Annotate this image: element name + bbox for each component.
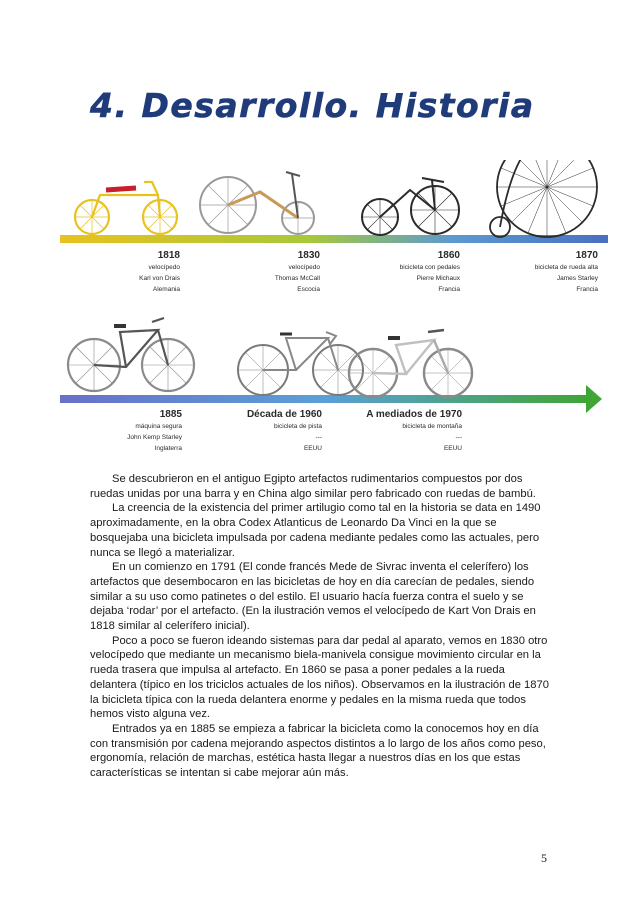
timeline-label-1860: 1860 bicicleta con pedales Pierre Michaux Francia bbox=[399, 250, 460, 293]
timeline-label-1970: A mediados de 1970 bicicleta de montaña --- EEUU bbox=[366, 409, 462, 452]
body-text bbox=[90, 472, 552, 781]
bicycle-timeline-illustration bbox=[60, 160, 608, 460]
safety-bicycle-1885-drawing bbox=[68, 318, 194, 391]
boneshaker-1860-drawing bbox=[362, 178, 459, 235]
timeline-label-1960: Década de 1960 bicicleta de pista --- EEUU bbox=[246, 409, 322, 452]
page-number: 5 bbox=[541, 851, 547, 865]
timeline-label-1870: 1870 bicicleta de rueda alta James Starley Francia bbox=[534, 250, 598, 293]
track-bicycle-1960-drawing bbox=[238, 332, 363, 395]
timeline-bar-bottom bbox=[60, 395, 588, 403]
paragraph: Poco a poco se fueron ideando sistemas para dar pedal al aparato, vemos en 1830 otro velocípedo que mediante un mecanismo biela-manivela consigue movimiento circular en la rueda trasera que impulsa al artefacto. En 1860 se pasa a poner pedales a la rueda delantera (típico en los triciclos actuales de los niños). Observamos en la ilustración de 1870 la bicicleta típica con la rueda delantera enorme y pedales en la misma rueda que todos hemos visto alguna vez. bbox=[90, 634, 549, 721]
penny-farthing-1870-drawing bbox=[490, 160, 597, 237]
velocipede-1830-drawing bbox=[200, 172, 314, 234]
paragraph: Se descubrieron en el antiguo Egipto artefactos rudimentarios compuestos por dos ruedas unidas por una barra y en China algo similar pero fabricado con ruedas de bambú. bbox=[90, 473, 536, 500]
paragraph: Entrados ya en 1885 se empieza a fabricar la bicicleta como la conocemos hoy en día con transmisión por cadena mejorando aspectos distintos a lo largo de los años como peso, ergonomía, relación de marchas, estética hasta llegar a nuestros días en los que estas características se intentan si cabe mejorar aún más. bbox=[90, 722, 546, 780]
timeline-label-1830: 1830 velocípedo Thomas McCall Escocia bbox=[274, 250, 320, 293]
timeline-arrow-head bbox=[586, 385, 602, 413]
timeline-bar-top bbox=[60, 235, 608, 243]
timeline-label-1818: 1818 velocípedo Karl von Drais Alemania bbox=[139, 250, 180, 293]
paragraph: La creencia de la existencia del primer artilugio como tal en la historia se data en 1490 aproximadamente, en la obra Codex Atlanticus de Leonardo Da Vinci en la que se bosquejaba una bicicleta impulsada por cadena mediante pedales como las actuales, pero nunca se llegó a materializar. bbox=[90, 502, 541, 559]
page-title: 4. Desarrollo. Historia bbox=[90, 86, 535, 125]
draisine-1818-drawing bbox=[75, 182, 177, 234]
mountain-bike-1970-drawing bbox=[349, 330, 472, 397]
timeline-label-1885: 1885 máquina segura John Kemp Starley Inglaterra bbox=[127, 409, 182, 452]
paragraph: En un comienzo en 1791 (El conde francés Mede de Sivrac inventa el celerífero) los artefactos que desembocaron en las bicicletas de hoy en día carecían de pedales, siendo similar a su uso como patinetes o del estilo. El usuario hacía fuerza contra el suelo y se dejaba ‘rodar’ por el artefacto. (En la ilustración vemos el velocípedo de Kart Von Drais en 1818 similar al celerífero inicial). bbox=[90, 561, 536, 633]
